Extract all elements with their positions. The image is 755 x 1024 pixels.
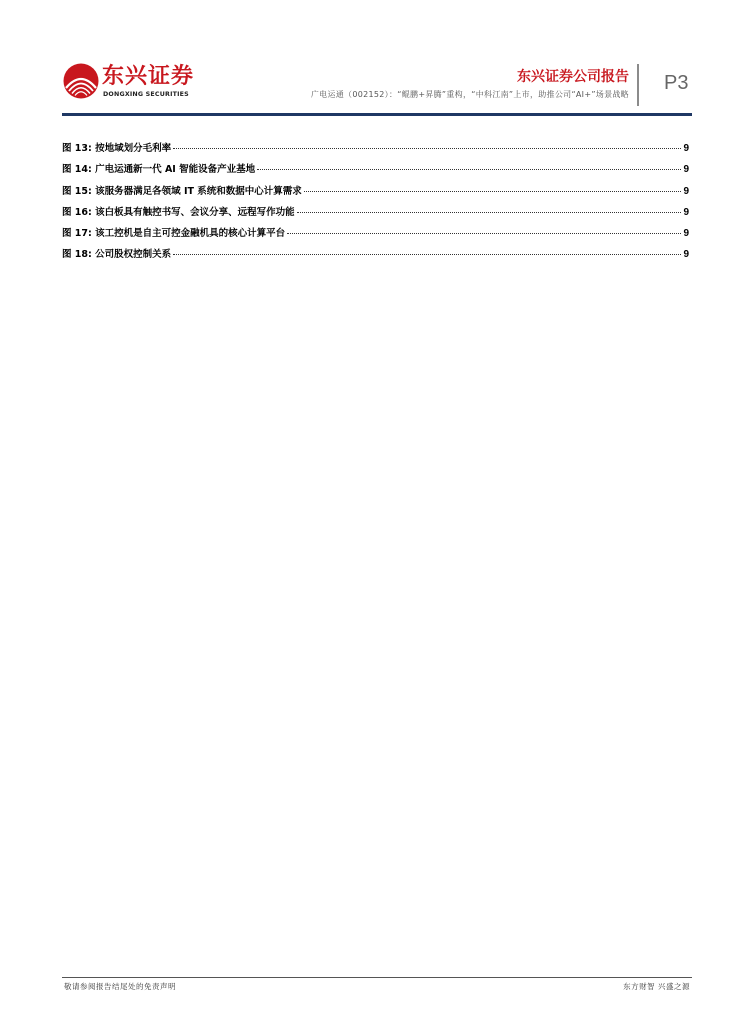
toc-entry-label: 图 15: 该服务器满足各领域 IT 系统和数据中心计算需求 xyxy=(62,185,302,197)
toc-entry-page: 9 xyxy=(683,164,689,176)
toc-entry[interactable] xyxy=(62,140,689,161)
toc-entry[interactable] xyxy=(62,183,689,204)
toc-entry[interactable] xyxy=(62,161,689,182)
toc-leader-dots xyxy=(304,191,682,192)
footer-disclaimer: 敬请参阅报告结尾处的免责声明 xyxy=(64,982,176,991)
toc-entry-page: 9 xyxy=(683,185,689,197)
toc-leader-dots xyxy=(297,212,682,213)
toc-entry[interactable] xyxy=(62,246,689,267)
toc-entry-label: 图 16: 该白板具有触控书写、会议分享、远程写作功能 xyxy=(62,206,295,218)
toc-entry-page: 9 xyxy=(683,228,689,240)
report-title: 东兴证券公司报告 xyxy=(517,69,629,85)
toc-entry[interactable] xyxy=(62,204,689,225)
report-subtitle: 广电运通（002152）：“鲲鹏+昇腾”重构，“中科江南”上市，助推公司“AI+”场景战略 xyxy=(310,90,629,99)
toc-entry-label: 图 17: 该工控机是自主可控金融机具的核心计算平台 xyxy=(62,228,286,240)
toc-leader-dots xyxy=(287,233,681,234)
logo-english-name: DONGXING SECURITIES xyxy=(103,91,189,98)
header-rule xyxy=(62,113,692,116)
footer-slogan: 东方财智 兴盛之源 xyxy=(623,982,690,991)
toc-entry-page: 9 xyxy=(683,206,689,218)
toc-leader-dots xyxy=(257,169,681,170)
figure-list xyxy=(62,140,689,268)
toc-entry-page: 9 xyxy=(683,143,689,154)
toc-entry[interactable] xyxy=(62,225,689,246)
toc-entry-label: 图 13: 按地域划分毛利率 xyxy=(62,143,172,154)
toc-entry-page: 9 xyxy=(683,249,689,261)
toc-entry-label: 图 14: 广电运通新一代 AI 智能设备产业基地 xyxy=(62,164,256,176)
dongxing-logo-icon xyxy=(62,62,100,100)
page-header xyxy=(0,0,755,120)
toc-leader-dots xyxy=(173,148,681,149)
toc-leader-dots xyxy=(173,254,681,255)
page-number: P3 xyxy=(664,72,689,94)
header-divider xyxy=(637,64,639,106)
logo-chinese-name: 东兴证券 xyxy=(102,64,195,89)
toc-entry-label: 图 18: 公司股权控制关系 xyxy=(62,249,172,261)
footer-rule xyxy=(62,977,692,978)
company-logo xyxy=(62,62,195,102)
